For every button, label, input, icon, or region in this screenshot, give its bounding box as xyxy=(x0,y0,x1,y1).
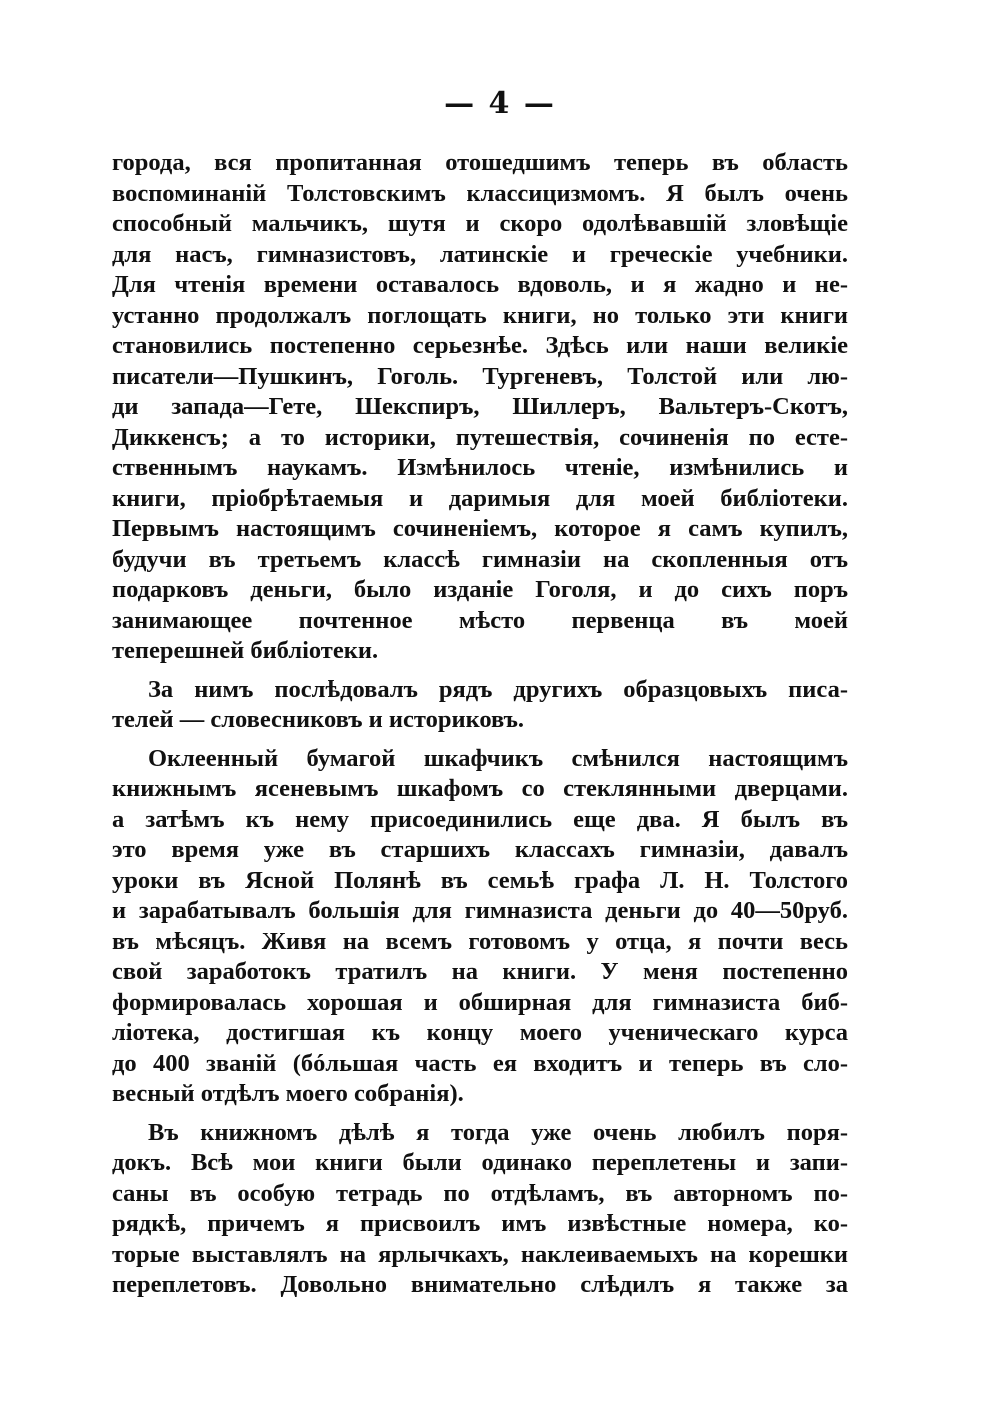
text-line: торые выставлялъ на ярлычкахъ, наклеиваемыхъ на корешки xyxy=(112,1240,848,1268)
text-line: становились постепенно серьезнѣе. Здѣсь или наши великіе xyxy=(112,332,848,359)
paragraph-4 xyxy=(112,1118,848,1301)
text-line: до 400 званій (бóльшая часть ея входитъ и теперь въ сло- xyxy=(112,1049,848,1077)
text-line: Въ книжномъ дѣлѣ я тогда уже очень любилъ поря- xyxy=(148,1118,848,1146)
text-line: За нимъ послѣдовалъ рядъ другихъ образцовыхъ писа- xyxy=(148,675,848,703)
text-line: для насъ, гимназистовъ, латинскіе и греческіе учебники. xyxy=(112,240,848,268)
text-line: воспоминаній Толстовскимъ классицизмомъ. Я былъ очень xyxy=(112,179,848,207)
text-line: переплетовъ. Довольно внимательно слѣдилъ я также за xyxy=(112,1271,848,1298)
text-line: будучи въ третьемъ классѣ гимназіи на скопленныя отъ xyxy=(112,545,848,573)
text-line: Оклеенный бумагой шкафчикъ смѣнился настоящимъ xyxy=(148,744,848,772)
text-line: и зарабатывалъ большія для гимназиста деньги до 40—50руб. xyxy=(112,897,848,924)
body-text xyxy=(112,148,848,1301)
text-line: города, вся пропитанная отошедшимъ теперь въ область xyxy=(112,149,848,176)
text-line: Первымъ настоящимъ сочиненіемъ, которое я самъ купилъ, xyxy=(112,515,848,542)
paragraph-3 xyxy=(112,744,848,1110)
text-line: книги, пріобрѣтаемыя и даримыя для моей библіотеки. xyxy=(112,484,848,512)
paragraph-1 xyxy=(112,148,848,667)
text-line: ліотека, достигшая къ концу моего ученическаго курса xyxy=(112,1019,848,1046)
text-line: устанно продолжалъ поглощать книги, но только эти книги xyxy=(112,301,848,329)
text-line: Для чтенія времени оставалось вдоволь, и я жадно и не- xyxy=(112,271,848,298)
text-line: ственнымъ наукамъ. Измѣнилось чтеніе, измѣнились и xyxy=(112,454,848,481)
text-line: въ мѣсяцъ. Живя на всемъ готовомъ у отца, я почти весь xyxy=(112,927,848,955)
text-line: уроки въ Ясной Полянѣ въ семьѣ графа Л. Н. Толстого xyxy=(112,866,848,894)
paragraph-gap xyxy=(112,667,848,675)
text-line: это время уже въ старшихъ классахъ гимназіи, давалъ xyxy=(112,836,848,863)
text-line: саны въ особую тетрадь по отдѣламъ, въ авторномъ по- xyxy=(112,1179,848,1207)
text-line: свой заработокъ тратилъ на книги. У меня постепенно xyxy=(112,958,848,985)
text-line: подарковъ деньги, было изданіе Гоголя, и до сихъ поръ xyxy=(112,576,848,603)
paragraph-gap xyxy=(112,1110,848,1118)
text-line: формировалась хорошая и обширная для гимназиста биб- xyxy=(112,988,848,1016)
text-line: ди запада—Гете, Шекспиръ, Шиллеръ, Вальтеръ-Скотъ, xyxy=(112,393,848,420)
text-line: теперешней библіотеки. xyxy=(112,637,379,664)
text-line: а затѣмъ къ нему присоединились еще два. Я былъ въ xyxy=(112,805,848,833)
page-number: — 4 — xyxy=(444,86,556,121)
text-line: книжнымъ ясеневымъ шкафомъ со стеклянными дверцами. xyxy=(112,775,848,802)
text-line: весный отдѣлъ моего собранія). xyxy=(112,1080,464,1107)
text-line: Диккенсъ; а то историки, путешествія, сочиненія по есте- xyxy=(112,423,848,451)
text-line: телей — словесниковъ и историковъ. xyxy=(112,706,525,733)
text-line: занимающее почтенное мѣсто первенца въ моей xyxy=(112,606,848,634)
paragraph-gap xyxy=(112,736,848,744)
text-line: докъ. Всѣ мои книги были одинако переплетены и запи- xyxy=(112,1149,848,1176)
paragraph-2 xyxy=(112,675,848,736)
text-line: способный мальчикъ, шутя и скоро одолѣвавшій зловѣщіе xyxy=(112,210,848,237)
text-line: писатели—Пушкинъ, Гоголь. Тургеневъ, Толстой или лю- xyxy=(112,362,848,390)
text-line: рядкѣ, причемъ я присвоилъ имъ извѣстные номера, ко- xyxy=(112,1210,848,1237)
